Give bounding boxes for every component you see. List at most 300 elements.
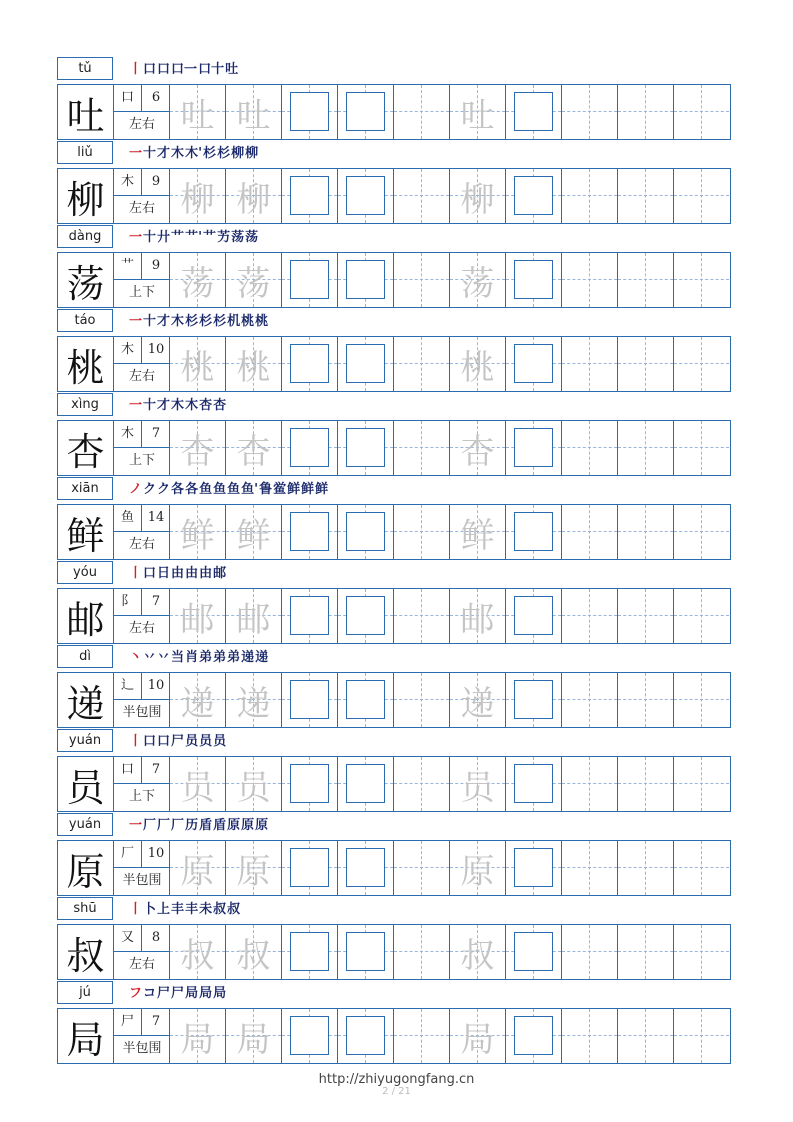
stroke-step: 员 bbox=[213, 734, 227, 749]
guide-line-vertical bbox=[589, 421, 590, 475]
guide-line-vertical bbox=[589, 85, 590, 139]
stroke-step: 十 bbox=[143, 398, 157, 413]
stroke-step: 才 bbox=[157, 398, 171, 413]
stroke-step: ノ bbox=[129, 482, 143, 497]
stroke-step: 鲜 bbox=[301, 482, 315, 497]
trace-character: 吐 bbox=[460, 95, 495, 136]
guide-line-vertical bbox=[589, 589, 590, 643]
stroke-step: 弟 bbox=[227, 650, 241, 665]
guide-line-vertical bbox=[645, 589, 646, 643]
practice-cell[interactable] bbox=[338, 421, 394, 475]
guide-line-horizontal bbox=[674, 951, 729, 952]
practice-cell[interactable] bbox=[394, 589, 450, 643]
stroke-step: 鲁 bbox=[259, 482, 273, 497]
stroke-step: 柳 bbox=[245, 146, 259, 161]
practice-cell[interactable] bbox=[618, 85, 674, 139]
trace-character: 柳 bbox=[460, 179, 495, 220]
practice-cell[interactable] bbox=[338, 505, 394, 559]
practice-cell[interactable] bbox=[394, 337, 450, 391]
guide-line-horizontal bbox=[562, 699, 617, 700]
guide-line-horizontal bbox=[674, 279, 729, 280]
practice-cell[interactable] bbox=[226, 757, 282, 811]
practice-cell[interactable] bbox=[282, 169, 338, 223]
practice-cell[interactable] bbox=[282, 337, 338, 391]
guide-line-vertical bbox=[589, 337, 590, 391]
trace-character: 鲜 bbox=[180, 515, 215, 556]
practice-cell[interactable] bbox=[562, 85, 618, 139]
practice-cell[interactable] bbox=[170, 1009, 226, 1063]
char-info bbox=[114, 757, 170, 811]
practice-cell[interactable] bbox=[450, 421, 506, 475]
practice-cell[interactable] bbox=[450, 673, 506, 727]
practice-cell[interactable] bbox=[282, 421, 338, 475]
practice-cell[interactable] bbox=[506, 85, 562, 139]
practice-cell[interactable] bbox=[506, 421, 562, 475]
inner-square bbox=[290, 260, 329, 299]
trace-character: 邮 bbox=[180, 599, 215, 640]
writing-row bbox=[57, 672, 731, 728]
practice-cell[interactable] bbox=[170, 589, 226, 643]
stroke-order bbox=[129, 646, 268, 668]
practice-cell[interactable] bbox=[618, 1009, 674, 1063]
practice-cell[interactable] bbox=[562, 673, 618, 727]
pinyin-label: liǔ bbox=[57, 141, 113, 164]
practice-cell[interactable] bbox=[226, 421, 282, 475]
trace-character: 局 bbox=[460, 1019, 495, 1060]
guide-line-horizontal bbox=[618, 951, 673, 952]
guide-line-vertical bbox=[589, 1009, 590, 1063]
inner-square bbox=[514, 596, 553, 635]
practice-cell[interactable] bbox=[394, 169, 450, 223]
practice-cell[interactable] bbox=[562, 505, 618, 559]
practice-cell[interactable] bbox=[562, 337, 618, 391]
pinyin-row bbox=[57, 477, 731, 501]
char-info bbox=[114, 505, 170, 559]
writing-row bbox=[57, 1008, 731, 1064]
practice-cell[interactable] bbox=[282, 505, 338, 559]
practice-cell[interactable] bbox=[282, 589, 338, 643]
practice-cell[interactable] bbox=[394, 253, 450, 307]
guide-line-horizontal bbox=[394, 783, 449, 784]
stroke-order bbox=[129, 394, 226, 416]
guide-line-vertical bbox=[701, 169, 702, 223]
stroke-step: 丨 bbox=[129, 62, 143, 77]
guide-line-horizontal bbox=[562, 447, 617, 448]
practice-cell[interactable] bbox=[338, 169, 394, 223]
practice-cell[interactable] bbox=[618, 841, 674, 895]
structure-label: 左右 bbox=[128, 621, 155, 636]
guide-line-horizontal bbox=[394, 1035, 449, 1036]
guide-line-vertical bbox=[421, 169, 422, 223]
practice-cell[interactable] bbox=[674, 673, 730, 727]
structure-label: 上下 bbox=[128, 453, 155, 468]
practice-cell[interactable] bbox=[226, 925, 282, 979]
guide-line-horizontal bbox=[674, 195, 729, 196]
writing-row bbox=[57, 252, 731, 308]
practice-cell[interactable] bbox=[394, 757, 450, 811]
practice-cell[interactable] bbox=[618, 337, 674, 391]
practice-cell[interactable] bbox=[338, 757, 394, 811]
practice-cell[interactable] bbox=[506, 673, 562, 727]
practice-cell[interactable] bbox=[226, 1009, 282, 1063]
pinyin-row bbox=[57, 729, 731, 753]
stroke-step: 鲜 bbox=[287, 482, 301, 497]
practice-cell[interactable] bbox=[170, 757, 226, 811]
inner-square bbox=[290, 176, 329, 215]
practice-cell[interactable] bbox=[170, 925, 226, 979]
inner-square bbox=[290, 764, 329, 803]
practice-cell[interactable] bbox=[394, 925, 450, 979]
stroke-step: 廾 bbox=[157, 230, 171, 245]
practice-cell[interactable] bbox=[338, 925, 394, 979]
stroke-step: 艹 bbox=[171, 230, 185, 245]
guide-line-vertical bbox=[645, 253, 646, 307]
practice-cell[interactable] bbox=[170, 421, 226, 475]
guide-line-vertical bbox=[589, 925, 590, 979]
practice-cell[interactable] bbox=[562, 169, 618, 223]
practice-cell[interactable] bbox=[226, 337, 282, 391]
practice-cell[interactable] bbox=[618, 421, 674, 475]
guide-line-horizontal bbox=[618, 531, 673, 532]
stroke-step: 荡 bbox=[231, 230, 245, 245]
pinyin-row bbox=[57, 645, 731, 669]
practice-cell[interactable] bbox=[170, 253, 226, 307]
structure-label: 半包围 bbox=[122, 1041, 162, 1056]
practice-cell[interactable] bbox=[674, 337, 730, 391]
model-character: 原 bbox=[58, 841, 114, 895]
stroke-step: 弟 bbox=[199, 650, 213, 665]
practice-cell[interactable] bbox=[282, 841, 338, 895]
stroke-count: 14 bbox=[142, 505, 170, 532]
stroke-step: 邮 bbox=[213, 566, 227, 581]
practice-cell[interactable] bbox=[338, 253, 394, 307]
practice-cell[interactable] bbox=[226, 169, 282, 223]
practice-cell[interactable] bbox=[226, 841, 282, 895]
stroke-count: 7 bbox=[142, 589, 170, 616]
inner-square bbox=[514, 92, 553, 131]
model-character: 鲜 bbox=[58, 505, 114, 559]
model-character: 邮 bbox=[58, 589, 114, 643]
practice-cell[interactable] bbox=[226, 505, 282, 559]
footer-url[interactable]: http://zhiyugongfang.cn bbox=[318, 1072, 475, 1087]
stroke-count: 9 bbox=[142, 169, 170, 196]
practice-cell[interactable] bbox=[282, 925, 338, 979]
practice-cell[interactable] bbox=[338, 841, 394, 895]
stroke-step: 肖 bbox=[185, 650, 199, 665]
stroke-step: 木' bbox=[185, 146, 203, 161]
practice-cell[interactable] bbox=[450, 505, 506, 559]
stroke-step: 鱼' bbox=[241, 482, 259, 497]
practice-cell[interactable] bbox=[338, 1009, 394, 1063]
guide-line-horizontal bbox=[674, 531, 729, 532]
stroke-step: 鱼 bbox=[199, 482, 213, 497]
char-info bbox=[114, 589, 170, 643]
practice-cell[interactable] bbox=[450, 169, 506, 223]
char-info bbox=[114, 421, 170, 475]
stroke-step: 丰 bbox=[185, 902, 199, 917]
practice-cell[interactable] bbox=[170, 85, 226, 139]
practice-cell[interactable] bbox=[506, 169, 562, 223]
char-info bbox=[114, 673, 170, 727]
writing-row bbox=[57, 420, 731, 476]
practice-cell[interactable] bbox=[450, 589, 506, 643]
practice-cell[interactable] bbox=[450, 757, 506, 811]
inner-square bbox=[346, 680, 385, 719]
practice-cell[interactable] bbox=[226, 673, 282, 727]
stroke-step: 局 bbox=[199, 986, 213, 1001]
stroke-step: 一 bbox=[129, 818, 143, 833]
stroke-step: 各 bbox=[185, 482, 199, 497]
guide-line-vertical bbox=[645, 337, 646, 391]
practice-cell[interactable] bbox=[394, 1009, 450, 1063]
guide-line-horizontal bbox=[618, 363, 673, 364]
stroke-step: 十 bbox=[143, 146, 157, 161]
guide-line-horizontal bbox=[618, 1035, 673, 1036]
practice-cell[interactable] bbox=[170, 673, 226, 727]
trace-character: 柳 bbox=[236, 179, 271, 220]
char-entry bbox=[57, 813, 731, 897]
stroke-step: 口十 bbox=[198, 62, 225, 77]
inner-square bbox=[514, 344, 553, 383]
stroke-order bbox=[129, 478, 328, 500]
stroke-step: 未 bbox=[199, 902, 213, 917]
pinyin-label: jú bbox=[57, 981, 113, 1004]
guide-line-vertical bbox=[421, 421, 422, 475]
pinyin-label: dàng bbox=[57, 225, 113, 248]
writing-row bbox=[57, 84, 731, 140]
inner-square bbox=[514, 848, 553, 887]
trace-character: 员 bbox=[460, 767, 495, 808]
guide-line-vertical bbox=[421, 589, 422, 643]
practice-cell[interactable] bbox=[506, 253, 562, 307]
stroke-step: 递 bbox=[241, 650, 255, 665]
trace-character: 叔 bbox=[460, 935, 495, 976]
guide-line-horizontal bbox=[562, 531, 617, 532]
trace-character: 吐 bbox=[180, 95, 215, 136]
guide-line-vertical bbox=[645, 169, 646, 223]
practice-cell[interactable] bbox=[562, 253, 618, 307]
practice-cell[interactable] bbox=[282, 85, 338, 139]
practice-cell[interactable] bbox=[674, 925, 730, 979]
structure-label: 左右 bbox=[128, 369, 155, 384]
practice-cell[interactable] bbox=[450, 1009, 506, 1063]
practice-cell[interactable] bbox=[562, 925, 618, 979]
stroke-step: 口 bbox=[143, 566, 157, 581]
char-entry bbox=[57, 225, 731, 309]
trace-character: 员 bbox=[180, 767, 215, 808]
pinyin-label: shū bbox=[57, 897, 113, 920]
stroke-count: 7 bbox=[142, 1009, 170, 1036]
practice-cell[interactable] bbox=[394, 673, 450, 727]
practice-cell[interactable] bbox=[450, 337, 506, 391]
writing-row bbox=[57, 168, 731, 224]
char-entry bbox=[57, 561, 731, 645]
model-character: 递 bbox=[58, 673, 114, 727]
stroke-step: 木 bbox=[171, 146, 185, 161]
stroke-step: 才 bbox=[157, 314, 171, 329]
radical-label: 尸 bbox=[114, 1009, 142, 1036]
guide-line-vertical bbox=[701, 925, 702, 979]
stroke-step: 弟 bbox=[213, 650, 227, 665]
practice-cell[interactable] bbox=[506, 841, 562, 895]
practice-cell[interactable] bbox=[394, 505, 450, 559]
pinyin-row bbox=[57, 561, 731, 585]
practice-cell[interactable] bbox=[674, 169, 730, 223]
radical-label: 鱼 bbox=[114, 505, 142, 532]
trace-character: 原 bbox=[460, 851, 495, 892]
trace-character: 荡 bbox=[180, 263, 215, 304]
practice-cell[interactable] bbox=[562, 841, 618, 895]
char-entry bbox=[57, 981, 731, 1065]
practice-cell[interactable] bbox=[506, 1009, 562, 1063]
pinyin-row bbox=[57, 981, 731, 1005]
trace-character: 原 bbox=[180, 851, 215, 892]
writing-row bbox=[57, 924, 731, 980]
inner-square bbox=[290, 512, 329, 551]
guide-line-vertical bbox=[701, 589, 702, 643]
practice-cell[interactable] bbox=[562, 1009, 618, 1063]
guide-line-vertical bbox=[645, 757, 646, 811]
practice-cell[interactable] bbox=[506, 589, 562, 643]
practice-cell[interactable] bbox=[170, 505, 226, 559]
guide-line-horizontal bbox=[674, 447, 729, 448]
stroke-step: 杏 bbox=[213, 398, 227, 413]
trace-character: 鲜 bbox=[460, 515, 495, 556]
practice-cell[interactable] bbox=[170, 337, 226, 391]
stroke-step: コ bbox=[143, 986, 157, 1001]
stroke-step: 口 bbox=[157, 62, 171, 77]
practice-cell[interactable] bbox=[170, 169, 226, 223]
practice-cell[interactable] bbox=[674, 85, 730, 139]
guide-line-horizontal bbox=[562, 195, 617, 196]
inner-square bbox=[514, 428, 553, 467]
practice-cell[interactable] bbox=[618, 169, 674, 223]
stroke-step: ク bbox=[143, 482, 157, 497]
trace-character: 员 bbox=[236, 767, 271, 808]
practice-cell[interactable] bbox=[394, 421, 450, 475]
practice-cell[interactable] bbox=[562, 589, 618, 643]
stroke-step: 上 bbox=[157, 902, 171, 917]
practice-cell[interactable] bbox=[338, 85, 394, 139]
radical-label: 阝 bbox=[114, 589, 142, 616]
inner-square bbox=[290, 344, 329, 383]
inner-square bbox=[290, 428, 329, 467]
practice-cell[interactable] bbox=[450, 85, 506, 139]
guide-line-vertical bbox=[701, 841, 702, 895]
radical-label: 木 bbox=[114, 421, 142, 448]
practice-cell[interactable] bbox=[282, 673, 338, 727]
inner-square bbox=[346, 428, 385, 467]
practice-cell[interactable] bbox=[674, 757, 730, 811]
practice-cell[interactable] bbox=[506, 757, 562, 811]
guide-line-vertical bbox=[701, 505, 702, 559]
guide-line-horizontal bbox=[674, 615, 729, 616]
practice-cell[interactable] bbox=[450, 841, 506, 895]
practice-cell[interactable] bbox=[506, 925, 562, 979]
practice-cell[interactable] bbox=[338, 673, 394, 727]
practice-cell[interactable] bbox=[338, 589, 394, 643]
stroke-step: 十 bbox=[143, 314, 157, 329]
radical-label: 口 bbox=[114, 85, 142, 112]
char-info bbox=[114, 337, 170, 391]
practice-cell[interactable] bbox=[618, 253, 674, 307]
stroke-step: 厂 bbox=[157, 818, 171, 833]
practice-cell[interactable] bbox=[562, 757, 618, 811]
practice-cell[interactable] bbox=[618, 673, 674, 727]
model-character: 员 bbox=[58, 757, 114, 811]
practice-cell[interactable] bbox=[674, 505, 730, 559]
practice-cell[interactable] bbox=[674, 1009, 730, 1063]
practice-cell[interactable] bbox=[226, 253, 282, 307]
stroke-step: 口 bbox=[143, 62, 157, 77]
practice-cell[interactable] bbox=[618, 505, 674, 559]
stroke-step: 吐 bbox=[225, 62, 239, 77]
practice-cell[interactable] bbox=[394, 841, 450, 895]
practice-cell[interactable] bbox=[674, 253, 730, 307]
practice-cell[interactable] bbox=[674, 589, 730, 643]
practice-cell[interactable] bbox=[618, 925, 674, 979]
practice-cell[interactable] bbox=[226, 85, 282, 139]
stroke-step: 各 bbox=[171, 482, 185, 497]
practice-cell[interactable] bbox=[618, 589, 674, 643]
structure-label: 左右 bbox=[128, 201, 155, 216]
trace-character: 荡 bbox=[236, 263, 271, 304]
practice-cell[interactable] bbox=[226, 589, 282, 643]
trace-character: 递 bbox=[180, 683, 215, 724]
practice-cell[interactable] bbox=[282, 253, 338, 307]
pinyin-row bbox=[57, 393, 731, 417]
pinyin-row bbox=[57, 897, 731, 921]
trace-character: 荡 bbox=[460, 263, 495, 304]
guide-line-horizontal bbox=[394, 111, 449, 112]
practice-cell[interactable] bbox=[338, 337, 394, 391]
practice-cell[interactable] bbox=[506, 505, 562, 559]
pinyin-label: xìng bbox=[57, 393, 113, 416]
stroke-step: 木 bbox=[171, 398, 185, 413]
radical-label: 厂 bbox=[114, 841, 142, 868]
stroke-step: 鲎 bbox=[273, 482, 287, 497]
practice-cell[interactable] bbox=[674, 421, 730, 475]
stroke-step: 厂 bbox=[171, 818, 185, 833]
guide-line-vertical bbox=[701, 337, 702, 391]
trace-character: 杏 bbox=[236, 431, 271, 472]
practice-cell[interactable] bbox=[170, 841, 226, 895]
practice-cell[interactable] bbox=[506, 337, 562, 391]
stroke-step: 尸 bbox=[171, 734, 185, 749]
guide-line-vertical bbox=[589, 253, 590, 307]
practice-cell[interactable] bbox=[450, 253, 506, 307]
practice-cell[interactable] bbox=[394, 85, 450, 139]
stroke-step: 局 bbox=[185, 986, 199, 1001]
guide-line-horizontal bbox=[562, 363, 617, 364]
practice-cell[interactable] bbox=[674, 841, 730, 895]
guide-line-horizontal bbox=[674, 867, 729, 868]
stroke-step: 杉 bbox=[213, 314, 227, 329]
char-entry bbox=[57, 393, 731, 477]
stroke-step: 员 bbox=[185, 734, 199, 749]
stroke-step: 原 bbox=[241, 818, 255, 833]
inner-square bbox=[514, 680, 553, 719]
practice-cell[interactable] bbox=[282, 757, 338, 811]
writing-row bbox=[57, 504, 731, 560]
practice-cell[interactable] bbox=[618, 757, 674, 811]
practice-cell[interactable] bbox=[282, 1009, 338, 1063]
practice-cell[interactable] bbox=[450, 925, 506, 979]
radical-label: 木 bbox=[114, 169, 142, 196]
inner-square bbox=[346, 344, 385, 383]
trace-character: 杏 bbox=[180, 431, 215, 472]
practice-cell[interactable] bbox=[562, 421, 618, 475]
